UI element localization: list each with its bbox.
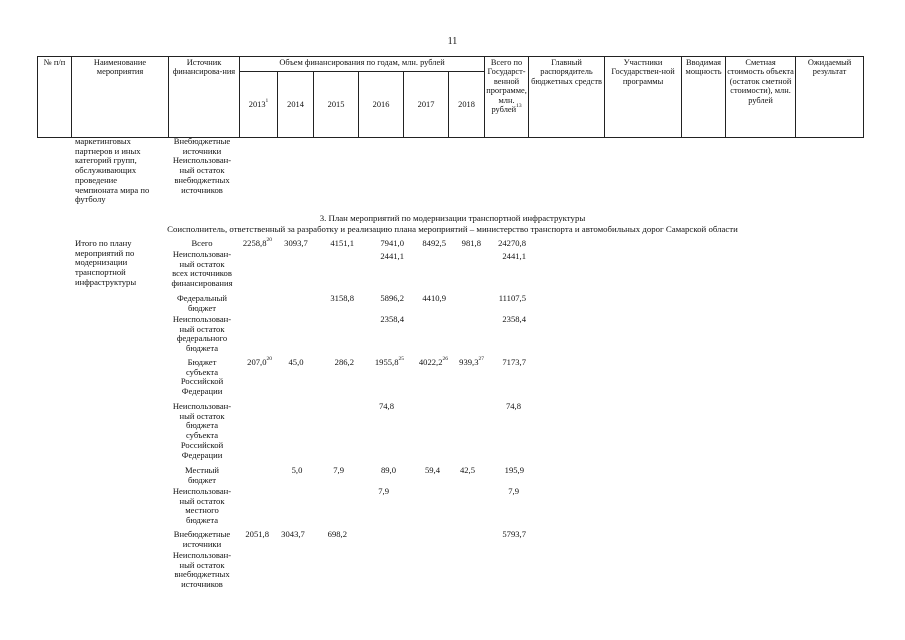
source-line: источники bbox=[182, 538, 222, 549]
row-unused-local-2016: 7,9 bbox=[378, 486, 389, 496]
row-offbudget-2015: 698,2 bbox=[327, 529, 347, 539]
source-line: финансирования bbox=[171, 278, 233, 289]
header-total-sup: 13 bbox=[516, 103, 522, 110]
item-name-line: мероприятий по bbox=[75, 247, 135, 258]
row-federal-2015: 3158,8 bbox=[330, 293, 354, 303]
continuation-name-line: чемпионата мира по bbox=[75, 184, 150, 195]
footnote-ref: 25 bbox=[398, 356, 404, 362]
row-federal-source bbox=[162, 294, 242, 313]
source-line: Бюджет bbox=[187, 357, 217, 367]
source-line: внебюджетных bbox=[174, 569, 230, 580]
row-total-2018: 981,8 bbox=[461, 238, 481, 248]
item-name-line: инфраструктуры bbox=[75, 276, 137, 287]
header-total bbox=[485, 57, 529, 138]
header-name: Наименование мероприятия bbox=[72, 57, 169, 138]
header-year-2014: 2014 bbox=[278, 72, 314, 138]
header-year-2018: 2018 bbox=[449, 72, 485, 138]
row-local-2017: 59,4 bbox=[424, 465, 440, 475]
page-number: 11 bbox=[447, 36, 458, 47]
source-line: субъекта bbox=[185, 366, 219, 377]
row-total-2014: 3093,7 bbox=[284, 238, 308, 248]
row-unused-regional-2016: 74,8 bbox=[378, 401, 394, 411]
header-manager: Главный распорядитель бюджетных средств bbox=[529, 57, 605, 138]
row-offbudget-sum: 5793,7 bbox=[502, 529, 526, 539]
row-unused-federal-sum: 2358,4 bbox=[502, 314, 526, 324]
footnote-ref: 26 bbox=[442, 356, 448, 362]
header-estimated: Сметная стоимость объекта (остаток сметной стоимости), млн. рублей bbox=[726, 57, 796, 138]
source-line: бюджет bbox=[187, 302, 217, 313]
source-line: Неиспользован- bbox=[172, 486, 232, 496]
header-year-2013 bbox=[240, 72, 278, 138]
source-line: бюджета bbox=[185, 420, 219, 431]
row-total-sum: 24270,8 bbox=[498, 238, 526, 248]
continuation-source-line: Внебюджетные bbox=[173, 136, 231, 146]
value-2018: 939,3 bbox=[459, 357, 479, 367]
row-unused-all-sum: 2441,1 bbox=[502, 251, 526, 261]
source-line: бюджет bbox=[187, 474, 217, 485]
source-line: ный остаток bbox=[179, 258, 225, 269]
row-regional-2014: 45,0 bbox=[288, 357, 304, 367]
row-federal-2016: 5896,2 bbox=[380, 293, 404, 303]
value-2013: 2258,8 bbox=[242, 238, 267, 248]
continuation-name-line: проведение bbox=[75, 174, 118, 185]
row-regional-2018 bbox=[438, 358, 484, 368]
item-name-line: Итого по плану bbox=[75, 238, 132, 248]
row-local-2015: 7,9 bbox=[333, 465, 344, 475]
source-line: ный остаток bbox=[179, 323, 225, 334]
continuation-name-line: партнеров и иных bbox=[75, 145, 141, 156]
source-line: ный остаток bbox=[179, 495, 225, 506]
row-local-2014: 5,0 bbox=[291, 465, 303, 475]
row-unused-regional-source bbox=[162, 402, 242, 460]
footnote-ref: 20 bbox=[266, 356, 272, 362]
row-unused-federal-source bbox=[162, 315, 242, 354]
footnote-ref: 27 bbox=[478, 356, 484, 362]
source-line: Федеральный bbox=[176, 293, 228, 303]
item-name-line: транспортной bbox=[75, 267, 126, 278]
header-total-text: Всего по Государст-венной программе, млн. рублей bbox=[486, 58, 527, 115]
row-regional-2016 bbox=[355, 358, 404, 368]
continuation-name bbox=[75, 137, 149, 205]
row-total-2015: 4151,1 bbox=[330, 238, 354, 248]
table-header bbox=[37, 56, 864, 138]
footnote-ref: 20 bbox=[266, 237, 272, 243]
row-unused-all-source bbox=[162, 250, 242, 289]
source-line: ный остаток bbox=[179, 559, 225, 570]
source-line: Неиспользован- bbox=[172, 249, 232, 259]
row-unused-all-2016: 2441,1 bbox=[380, 251, 404, 261]
header-year-2013-sup: 1 bbox=[265, 97, 269, 104]
header-source: Источник финансирова-ния bbox=[169, 57, 240, 138]
row-offbudget-2014: 3043,7 bbox=[281, 529, 305, 539]
source-line: Федерации bbox=[181, 386, 223, 397]
source-line: всех источников bbox=[172, 268, 232, 279]
row-local-2018: 42,5 bbox=[459, 465, 475, 475]
section-subtitle: Соисполнитель, ответственный за разработку и реализацию плана мероприятий – министерство транспорта и автомобильных дорог Самарской области bbox=[167, 224, 738, 234]
source-line: субъекта bbox=[185, 430, 219, 441]
row-regional-2015: 286,2 bbox=[334, 357, 354, 367]
row-regional-2013 bbox=[228, 358, 272, 368]
continuation-name-line: маркетинговых bbox=[75, 136, 131, 146]
continuation-source-line: источники bbox=[182, 145, 222, 156]
header-year-2016: 2016 bbox=[359, 72, 404, 138]
row-unused-federal-2016: 2358,4 bbox=[380, 314, 404, 324]
header-participants: Участники Государствен-ной программы bbox=[605, 57, 682, 138]
continuation-source-line: ный остаток bbox=[179, 165, 225, 176]
row-unused-regional-sum: 74,8 bbox=[505, 401, 521, 411]
continuation-name-line: футболу bbox=[75, 194, 106, 205]
source-line: бюджета bbox=[185, 515, 219, 526]
item-name bbox=[75, 239, 136, 288]
header-year-2017: 2017 bbox=[404, 72, 449, 138]
value-2017: 4022,2 bbox=[418, 357, 443, 367]
row-local-2016: 89,0 bbox=[380, 465, 396, 475]
continuation-name-line: обслуживающих bbox=[75, 165, 137, 176]
row-local-sum: 195,9 bbox=[504, 465, 524, 475]
row-total-2016: 7941,0 bbox=[380, 238, 404, 248]
header-year-2015: 2015 bbox=[314, 72, 359, 138]
header-capacity: Вводимая мощность bbox=[682, 57, 726, 138]
header-num: № п/п bbox=[38, 57, 72, 138]
continuation-name-line: категорий групп, bbox=[75, 155, 137, 166]
row-unused-offbudget-source bbox=[162, 551, 242, 590]
row-unused-local-sum: 7,9 bbox=[508, 486, 519, 496]
source-line: ный остаток bbox=[179, 410, 225, 421]
row-unused-local-source bbox=[162, 487, 242, 526]
source-line: федерального bbox=[176, 333, 228, 344]
source-line: Российской bbox=[180, 376, 224, 387]
continuation-source-line: Неиспользован- bbox=[172, 155, 232, 166]
row-total-2017: 8492,5 bbox=[422, 238, 446, 248]
source-line: бюджета bbox=[185, 343, 219, 354]
row-local-source bbox=[162, 466, 242, 485]
source-line: Неиспользован- bbox=[172, 314, 232, 324]
item-name-line: модернизации bbox=[75, 257, 128, 268]
row-total-2013 bbox=[228, 239, 272, 249]
value-2016: 1955,8 bbox=[374, 357, 399, 367]
source-line: местного bbox=[185, 505, 219, 516]
source-line: Неиспользован- bbox=[172, 401, 232, 411]
continuation-source-line: внебюджетных bbox=[174, 174, 230, 185]
row-federal-2017: 4410,9 bbox=[422, 293, 446, 303]
source-line: Федерации bbox=[181, 449, 223, 460]
continuation-source bbox=[162, 137, 242, 195]
row-federal-sum: 11107,5 bbox=[498, 293, 526, 303]
row-offbudget-2013: 2051,8 bbox=[245, 529, 269, 539]
source-line: Местный bbox=[184, 465, 220, 475]
source-line: Всего bbox=[191, 238, 213, 248]
source-line: Неиспользован- bbox=[172, 550, 232, 560]
row-regional-sum: 7173,7 bbox=[502, 357, 526, 367]
source-line: Российской bbox=[180, 439, 224, 450]
source-line: источников bbox=[181, 579, 223, 590]
value-2013: 207,0 bbox=[247, 357, 267, 367]
section-title: 3. План мероприятий по модернизации транспортной инфраструктуры bbox=[319, 213, 586, 223]
continuation-source-line: источников bbox=[181, 184, 223, 195]
header-year-2013-text: 2013 bbox=[248, 99, 266, 109]
header-funding: Объем финансирования по годам, млн. рублей bbox=[240, 57, 485, 72]
header-result: Ожидаемый результат bbox=[796, 57, 864, 138]
source-line: Внебюджетные bbox=[173, 529, 231, 539]
